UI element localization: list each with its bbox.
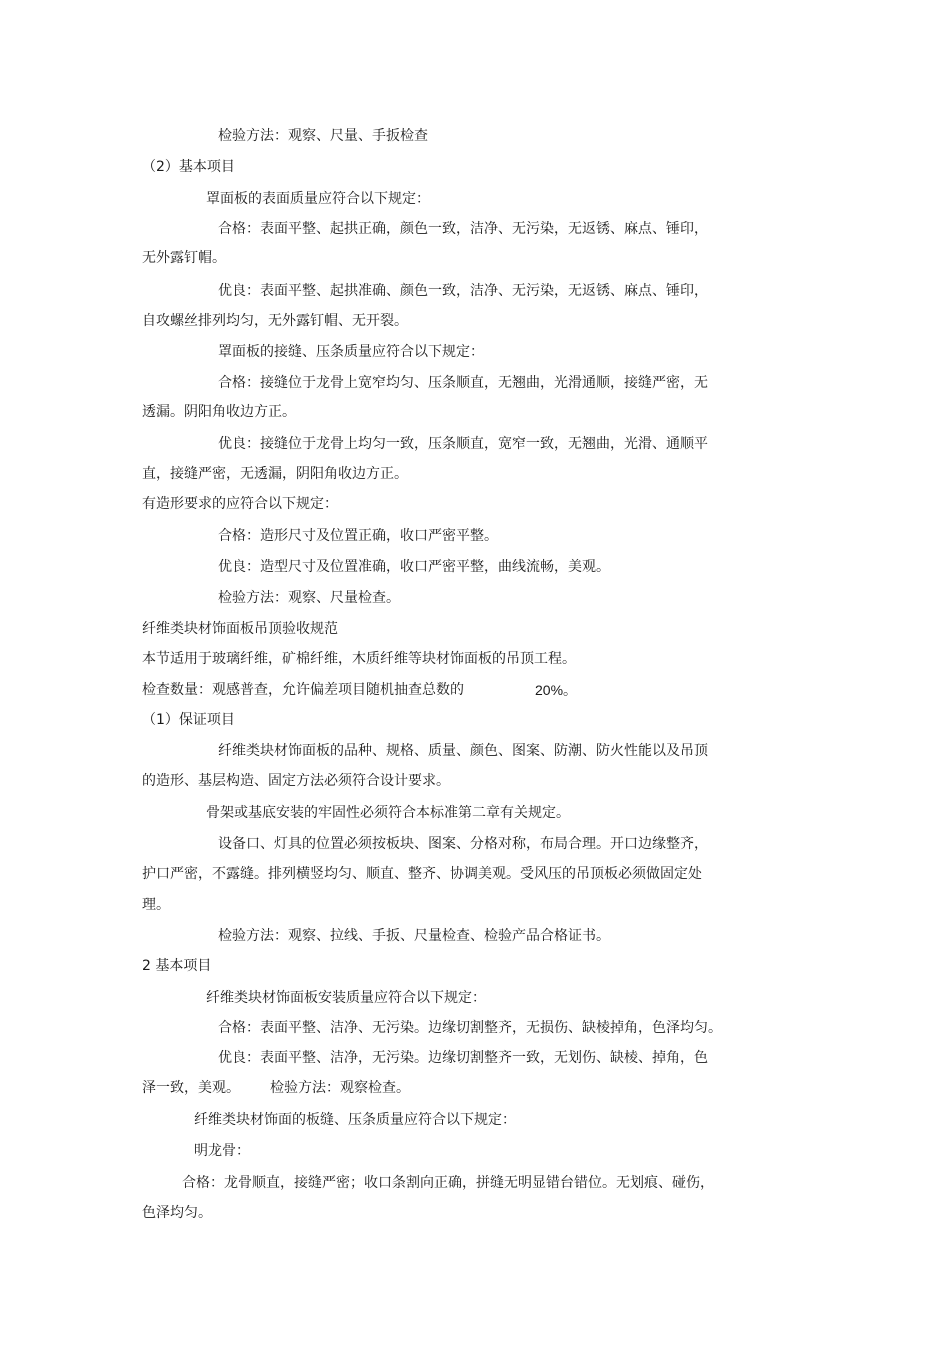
text-line: 无外露钉帽。 bbox=[142, 250, 226, 266]
text-line: 护口严密，不露缝。排列横竖均匀、顺直、整齐、协调美观。受风压的吊顶板必须做固定处 bbox=[142, 866, 702, 882]
text-line: 自攻螺丝排列均匀，无外露钉帽、无开裂。 bbox=[142, 313, 408, 329]
section-heading: （2）基本项目 bbox=[142, 159, 235, 175]
text-line: 纤维类块材饰面的板缝、压条质量应符合以下规定： bbox=[194, 1112, 516, 1128]
section-heading: 纤维类块材饰面板吊顶验收规范 bbox=[142, 621, 338, 637]
text-line: 优良：接缝位于龙骨上均匀一致，压条顺直，宽窄一致，无翘曲，光滑、通顺平 bbox=[218, 436, 708, 452]
section-heading: 2 基本项目 bbox=[142, 958, 212, 974]
text-line: 的造形、基层构造、固定方法必须符合设计要求。 bbox=[142, 773, 450, 789]
text-line: 明龙骨： bbox=[194, 1143, 250, 1159]
text-line: 检验方法：观察、尺量检查。 bbox=[218, 590, 400, 606]
text-line: 直，接缝严密，无透漏，阴阳角收边方正。 bbox=[142, 466, 408, 482]
text-line: 合格：表面平整、起拱正确，颜色一致，洁净、无污染，无返锈、麻点、锤印， bbox=[218, 221, 708, 237]
text-line: 理。 bbox=[142, 897, 170, 913]
text-line: 透漏。阴阳角收边方正。 bbox=[142, 404, 296, 420]
text-line: 纤维类块材饰面板安装质量应符合以下规定： bbox=[206, 990, 486, 1006]
text-line: 优良：造型尺寸及位置准确，收口严密平整，曲线流畅，美观。 bbox=[218, 559, 610, 575]
text-line: 色泽均匀。 bbox=[142, 1205, 212, 1221]
text-line: 检验方法：观察、拉线、手扳、尺量检查、检验产品合格证书。 bbox=[218, 928, 610, 944]
text-line: 优良：表面平整、起拱准确、颜色一致，洁净、无污染，无返锈、麻点、锤印， bbox=[218, 283, 708, 299]
text-line: 合格：接缝位于龙骨上宽窄均匀、压条顺直，无翘曲，光滑通顺，接缝严密，无 bbox=[218, 375, 708, 391]
text-line: 合格：表面平整、洁净、无污染。边缘切割整齐，无损伤、缺棱掉角，色泽均匀。 bbox=[218, 1020, 722, 1036]
text-line: 骨架或基底安装的牢固性必须符合本标准第二章有关规定。 bbox=[206, 805, 570, 821]
text-line: 优良：表面平整、洁净，无污染。边缘切割整齐一致，无划伤、缺棱、掉角，色 bbox=[218, 1050, 708, 1066]
text-line: 纤维类块材饰面板的品种、规格、质量、颜色、图案、防潮、防火性能以及吊顶 bbox=[218, 743, 708, 759]
text-line: 有造形要求的应符合以下规定： bbox=[142, 496, 338, 512]
percentage-value: 20%。 bbox=[535, 682, 578, 698]
text-line: 检验方法：观察检查。 bbox=[270, 1080, 410, 1096]
text-line: 合格：龙骨顺直，接缝严密；收口条割向正确，拼缝无明显错台错位。无划痕、碰伤， bbox=[182, 1175, 714, 1191]
text-line: 本节适用于玻璃纤维，矿棉纤维，木质纤维等块材饰面板的吊顶工程。 bbox=[142, 651, 576, 667]
text-line: 合格：造形尺寸及位置正确，收口严密平整。 bbox=[218, 528, 498, 544]
text-line: 设备口、灯具的位置必须按板块、图案、分格对称，布局合理。开口边缘整齐， bbox=[218, 836, 708, 852]
text-line: 泽一致，美观。 bbox=[142, 1080, 240, 1096]
text-line: 检验方法：观察、尺量、手扳检查 bbox=[218, 128, 428, 144]
text-line: 罩面板的接缝、压条质量应符合以下规定： bbox=[218, 344, 484, 360]
section-heading: （1）保证项目 bbox=[142, 712, 235, 728]
text-line: 罩面板的表面质量应符合以下规定： bbox=[206, 191, 430, 207]
text-line: 检查数量：观感普查，允许偏差项目随机抽查总数的 bbox=[142, 682, 464, 698]
